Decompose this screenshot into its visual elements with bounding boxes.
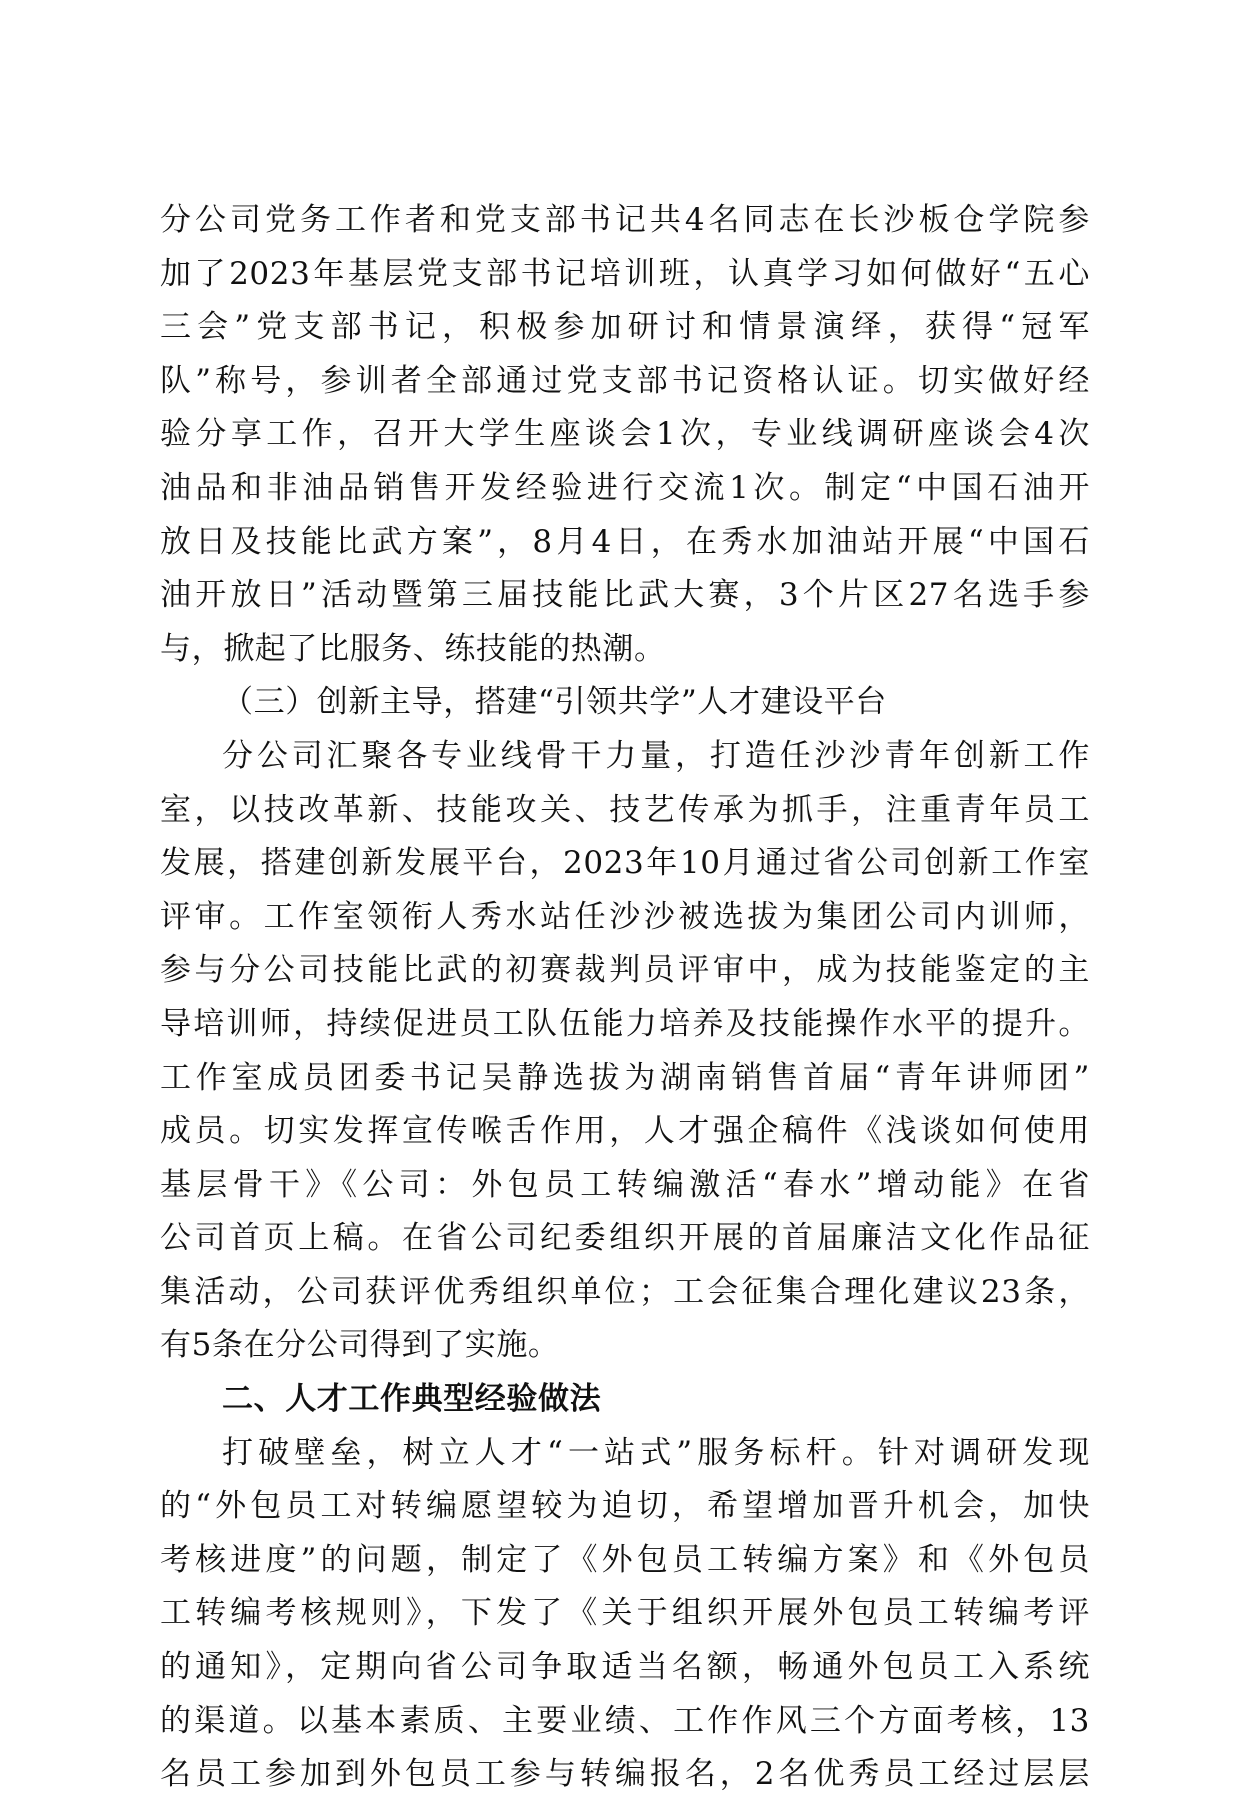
paragraph-2-line: 有5条在分公司得到了实施。: [160, 1327, 560, 1364]
paragraph-1-line: 油品和非油品销售开发经验进行交流1次。制定“中国石油开: [160, 469, 1090, 506]
section-heading: 二、人才工作典型经验做法: [222, 1381, 602, 1418]
paragraph-2-line: 室，以技改革新、技能攻关、技艺传承为抓手，注重青年员工: [160, 791, 1090, 828]
paragraph-2-line: 导培训师，持续促进员工队伍能力培养及技能操作水平的提升。: [160, 1005, 1090, 1042]
paragraph-3-line: 的渠道。以基本素质、主要业绩、工作作风三个方面考核，13: [160, 1702, 1090, 1739]
paragraph-1-line: 验分享工作，召开大学生座谈会1次，专业线调研座谈会4次: [160, 416, 1090, 453]
paragraph-3-line: 考核进度”的问题，制定了《外包员工转编方案》和《外包员: [160, 1541, 1090, 1578]
paragraph-1-line: 队”称号，参训者全部通过党支部书记资格认证。切实做好经: [160, 362, 1090, 399]
paragraph-3-line: 打破壁垒，树立人才“一站式”服务标杆。针对调研发现: [222, 1434, 1090, 1471]
paragraph-1-line: 分公司党务工作者和党支部书记共4名同志在长沙板仓学院参: [160, 202, 1090, 238]
paragraph-1-line: 油开放日”活动暨第三届技能比武大赛，3个片区27名选手参: [160, 577, 1090, 614]
paragraph-2-line: 评审。工作室领衔人秀水站任沙沙被选拔为集团公司内训师，: [160, 898, 1090, 935]
paragraph-3-line: 名员工参加到外包员工参与转编报名，2名优秀员工经过层层: [160, 1756, 1090, 1793]
paragraph-1-line: 放日及技能比武方案”，8月4日，在秀水加油站开展“中国石: [160, 523, 1090, 560]
paragraph-2-line: 成员。切实发挥宣传喉舌作用，人才强企稿件《浅谈如何使用: [160, 1113, 1090, 1150]
paragraph-3-line: 的“外包员工对转编愿望较为迫切，希望增加晋升机会，加快: [160, 1488, 1090, 1525]
paragraph-1-line: 三会”党支部书记，积极参加研讨和情景演绎，获得“冠军: [160, 309, 1090, 346]
paragraph-2-line: 公司首页上稿。在省公司纪委组织开展的首届廉洁文化作品征: [160, 1220, 1090, 1257]
paragraph-2-line: 分公司汇聚各专业线骨干力量，打造任沙沙青年创新工作: [222, 737, 1090, 774]
paragraph-2-line: 工作室成员团委书记吴静选拔为湖南销售首届“青年讲师团”: [160, 1059, 1090, 1096]
document-body: [160, 194, 1090, 1802]
subheading-3: （三）创新主导，搭建“引领共学”人才建设平台: [222, 684, 887, 721]
paragraph-2-line: 基层骨干》《公司：外包员工转编激活“春水”增动能》在省: [160, 1166, 1090, 1203]
paragraph-2-line: 参与分公司技能比武的初赛裁判员评审中，成为技能鉴定的主: [160, 952, 1090, 989]
paragraph-3-line: 的通知》，定期向省公司争取适当名额，畅通外包员工入系统: [160, 1649, 1090, 1686]
paragraph-1-line: 与，掀起了比服务、练技能的热潮。: [160, 630, 666, 667]
paragraph-2-line: 集活动，公司获评优秀组织单位；工会征集合理化建议23条，: [160, 1273, 1090, 1310]
paragraph-1-line: 加了2023年基层党支部书记培训班，认真学习如何做好“五心: [160, 255, 1090, 292]
paragraph-2-line: 发展，搭建创新发展平台，2023年10月通过省公司创新工作室: [160, 845, 1090, 882]
paragraph-3-line: 工转编考核规则》，下发了《关于组织开展外包员工转编考评: [160, 1595, 1090, 1632]
